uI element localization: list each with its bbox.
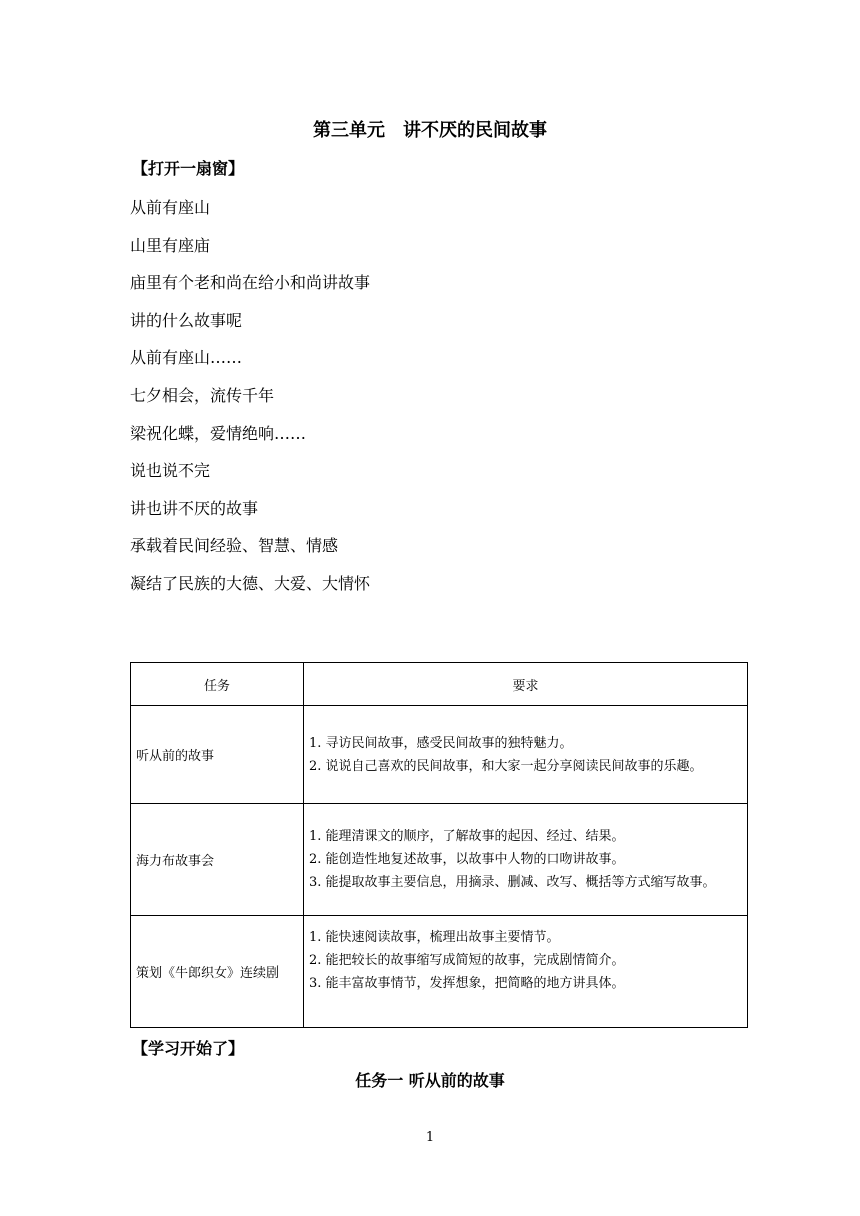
requirement-item: 1. 寻访民间故事，感受民间故事的独特魅力。 — [309, 735, 573, 751]
section-heading-open-window: 【打开一扇窗】 — [132, 159, 245, 178]
poem-line: 凝结了民族的大德、大爱、大情怀 — [130, 573, 371, 593]
requirement-item: 3. 能提取故事主要信息，用摘录、删减、改写、概括等方式缩写故事。 — [309, 875, 716, 890]
requirement-item: 2. 说说自己喜欢的民间故事，和大家一起分享阅读民间故事的乐趣。 — [309, 758, 703, 774]
page-number: 1 — [425, 1130, 435, 1145]
poem-line: 梁祝化蝶，爱情绝响…… — [130, 423, 307, 443]
task-name: 海力布故事会 — [131, 804, 304, 916]
requirement-item: 1. 能快速阅读故事，梳理出故事主要情节。 — [309, 930, 560, 945]
poem-line: 从前有座山 — [130, 198, 211, 217]
poem-line: 讲的什么故事呢 — [130, 310, 243, 330]
requirement-item: 2. 能创造性地复述故事，以故事中人物的口吻讲故事。 — [309, 852, 625, 867]
task-one-heading: 任务一 听从前的故事 — [355, 1071, 505, 1090]
requirement-item: 2. 能把较长的故事缩写成简短的故事，完成剧情简介。 — [309, 953, 625, 968]
task-table — [130, 662, 748, 1028]
page-title: 第三单元 讲不厌的民间故事 — [313, 120, 547, 141]
header-task: 任务 — [131, 663, 304, 706]
poem-line: 七夕相会，流传千年 — [130, 385, 275, 405]
requirement-item: 1. 能理清课文的顺序，了解故事的起因、经过、结果。 — [309, 829, 625, 844]
requirements-cell — [304, 706, 748, 804]
poem-line: 讲也讲不厌的故事 — [130, 498, 259, 518]
requirements-cell — [304, 804, 748, 916]
intro-poem — [130, 196, 370, 610]
section-heading-learning-begins: 【学习开始了】 — [132, 1039, 245, 1058]
table-row — [131, 916, 748, 1028]
poem-line: 庙里有个老和尚在给小和尚讲故事 — [130, 273, 371, 293]
poem-line: 说也说不完 — [130, 461, 211, 481]
table-row — [131, 804, 748, 916]
requirements-cell — [304, 916, 748, 1028]
requirement-item: 3. 能丰富故事情节，发挥想象，把简略的地方讲具体。 — [309, 976, 625, 991]
poem-line: 承载着民间经验、智慧、情感 — [130, 536, 339, 556]
poem-line: 山里有座庙 — [130, 235, 211, 255]
task-name: 策划《牛郎织女》连续剧 — [131, 916, 304, 1028]
table-row — [131, 706, 748, 804]
task-name: 听从前的故事 — [131, 706, 304, 804]
poem-line: 从前有座山…… — [130, 348, 243, 368]
table-header-row — [131, 663, 748, 706]
header-requirements: 要求 — [304, 663, 748, 706]
